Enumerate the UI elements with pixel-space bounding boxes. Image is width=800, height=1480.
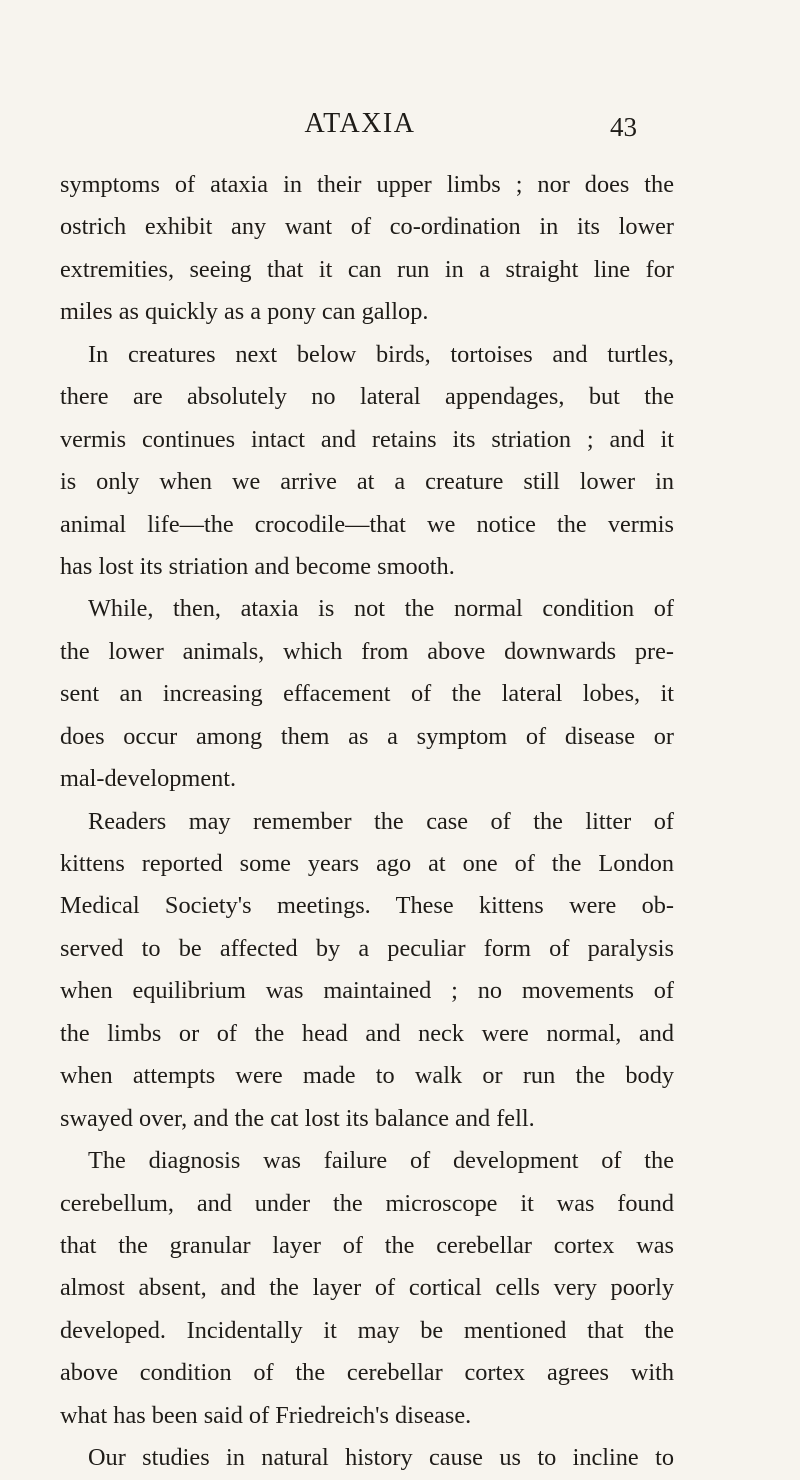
text-line: miles as quickly as a pony can gallop. — [60, 298, 429, 326]
text-line: when equilibrium was maintained ; no movements of — [60, 977, 674, 1005]
text-line: ostrich exhibit any want of co-ordination in its lower — [60, 213, 674, 241]
text-line: almost absent, and the layer of cortical cells very poorly — [60, 1274, 674, 1302]
text-line: symptoms of ataxia in their upper limbs ; nor does the — [60, 171, 674, 198]
text-line: While, then, ataxia is not the normal condition of — [88, 595, 674, 623]
text-line: the lower animals, which from above downwards pre- — [60, 637, 674, 665]
text-line: when attempts were made to walk or run the body — [60, 1062, 674, 1090]
body-text — [60, 164, 674, 1480]
text-line: animal life—the crocodile—that we notice the vermis — [60, 510, 674, 538]
text-line: has lost its striation and become smooth. — [60, 552, 455, 580]
text-line: cerebellum, and under the microscope it was found — [60, 1189, 674, 1217]
text-line: is only when we arrive at a creature still lower in — [60, 468, 674, 496]
text-line: mal-development. — [60, 765, 237, 793]
text-line: what has been said of Friedreich's disease. — [60, 1401, 472, 1429]
text-line: Medical Society's meetings. These kittens were ob- — [60, 892, 674, 920]
text-line: above condition of the cerebellar cortex agrees with — [60, 1359, 674, 1387]
text-line: extremities, seeing that it can run in a straight line for — [60, 255, 674, 283]
page-number: 43 — [610, 112, 637, 142]
text-line: The diagnosis was failure of development of the — [88, 1147, 674, 1175]
text-line: vermis continues intact and retains its striation ; and it — [60, 425, 674, 453]
text-line: kittens reported some years ago at one of the London — [60, 850, 674, 877]
running-title: ATAXIA — [304, 108, 416, 139]
text-line: developed. Incidentally it may be mentioned that the — [60, 1316, 674, 1344]
text-line: Our studies in natural history cause us to incline to — [88, 1444, 674, 1472]
text-line: sent an increasing effacement of the lateral lobes, it — [60, 680, 674, 708]
text-line: there are absolutely no lateral appendages, but the — [60, 383, 674, 411]
text-line: swayed over, and the cat lost its balance and fell. — [60, 1104, 535, 1132]
running-head — [0, 108, 800, 148]
text-line: In creatures next below birds, tortoises and turtles, — [88, 340, 674, 368]
text-line: the limbs or of the head and neck were normal, and — [60, 1019, 674, 1047]
text-line: does occur among them as a symptom of disease or — [60, 722, 674, 750]
text-line: that the granular layer of the cerebellar cortex was — [60, 1231, 674, 1259]
text-line: Readers may remember the case of the litter of — [88, 807, 674, 835]
text-line: served to be affected by a peculiar form of paralysis — [60, 934, 674, 962]
